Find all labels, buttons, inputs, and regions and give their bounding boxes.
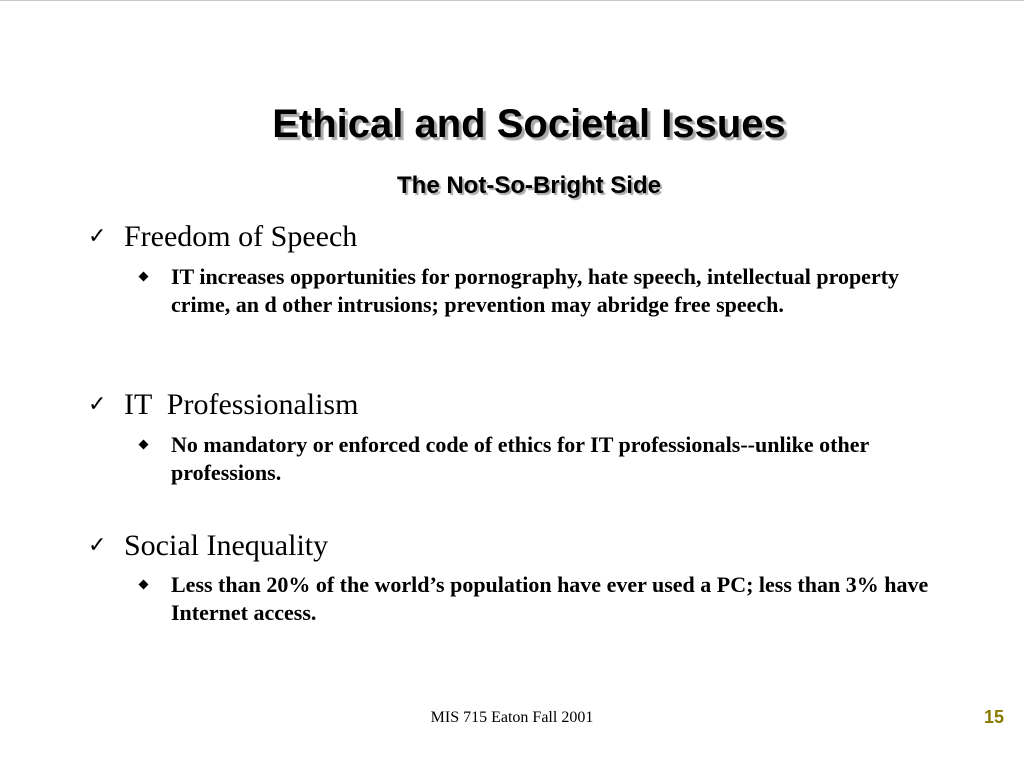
section-heading-text: Social Inequality <box>124 529 329 562</box>
section-heading <box>88 387 358 423</box>
bullet-text: IT increases opportunities for pornography, hate speech, intellectual property crime, an d other intrusions; prevention may abridge free speech. <box>171 264 900 317</box>
diamond-bullet-icon <box>139 580 149 590</box>
slide-subtitle: The Not-So-Bright Side <box>397 172 661 199</box>
diamond-bullet-icon <box>139 272 149 282</box>
section-heading-text: Freedom of Speech <box>124 220 358 253</box>
checkmark-icon: ✓ <box>88 224 107 249</box>
slide-title: Ethical and Societal Issues <box>272 102 786 146</box>
diamond-bullet-icon <box>139 440 149 450</box>
section-heading-text: IT Professionalism <box>124 388 359 421</box>
page-number: 15 <box>983 707 1004 727</box>
checkmark-icon: ✓ <box>88 533 107 558</box>
checkmark-icon: ✓ <box>88 392 107 417</box>
bullet-text: Less than 20% of the world’s population have ever used a PC; less than 3% have Internet access. <box>171 572 929 625</box>
section-heading <box>88 219 357 255</box>
bullet-text: No mandatory or enforced code of ethics for IT professionals--unlike other professions. <box>171 432 869 485</box>
section-heading <box>88 528 328 564</box>
slide-footer: MIS 715 Eaton Fall 2001 <box>430 709 594 726</box>
